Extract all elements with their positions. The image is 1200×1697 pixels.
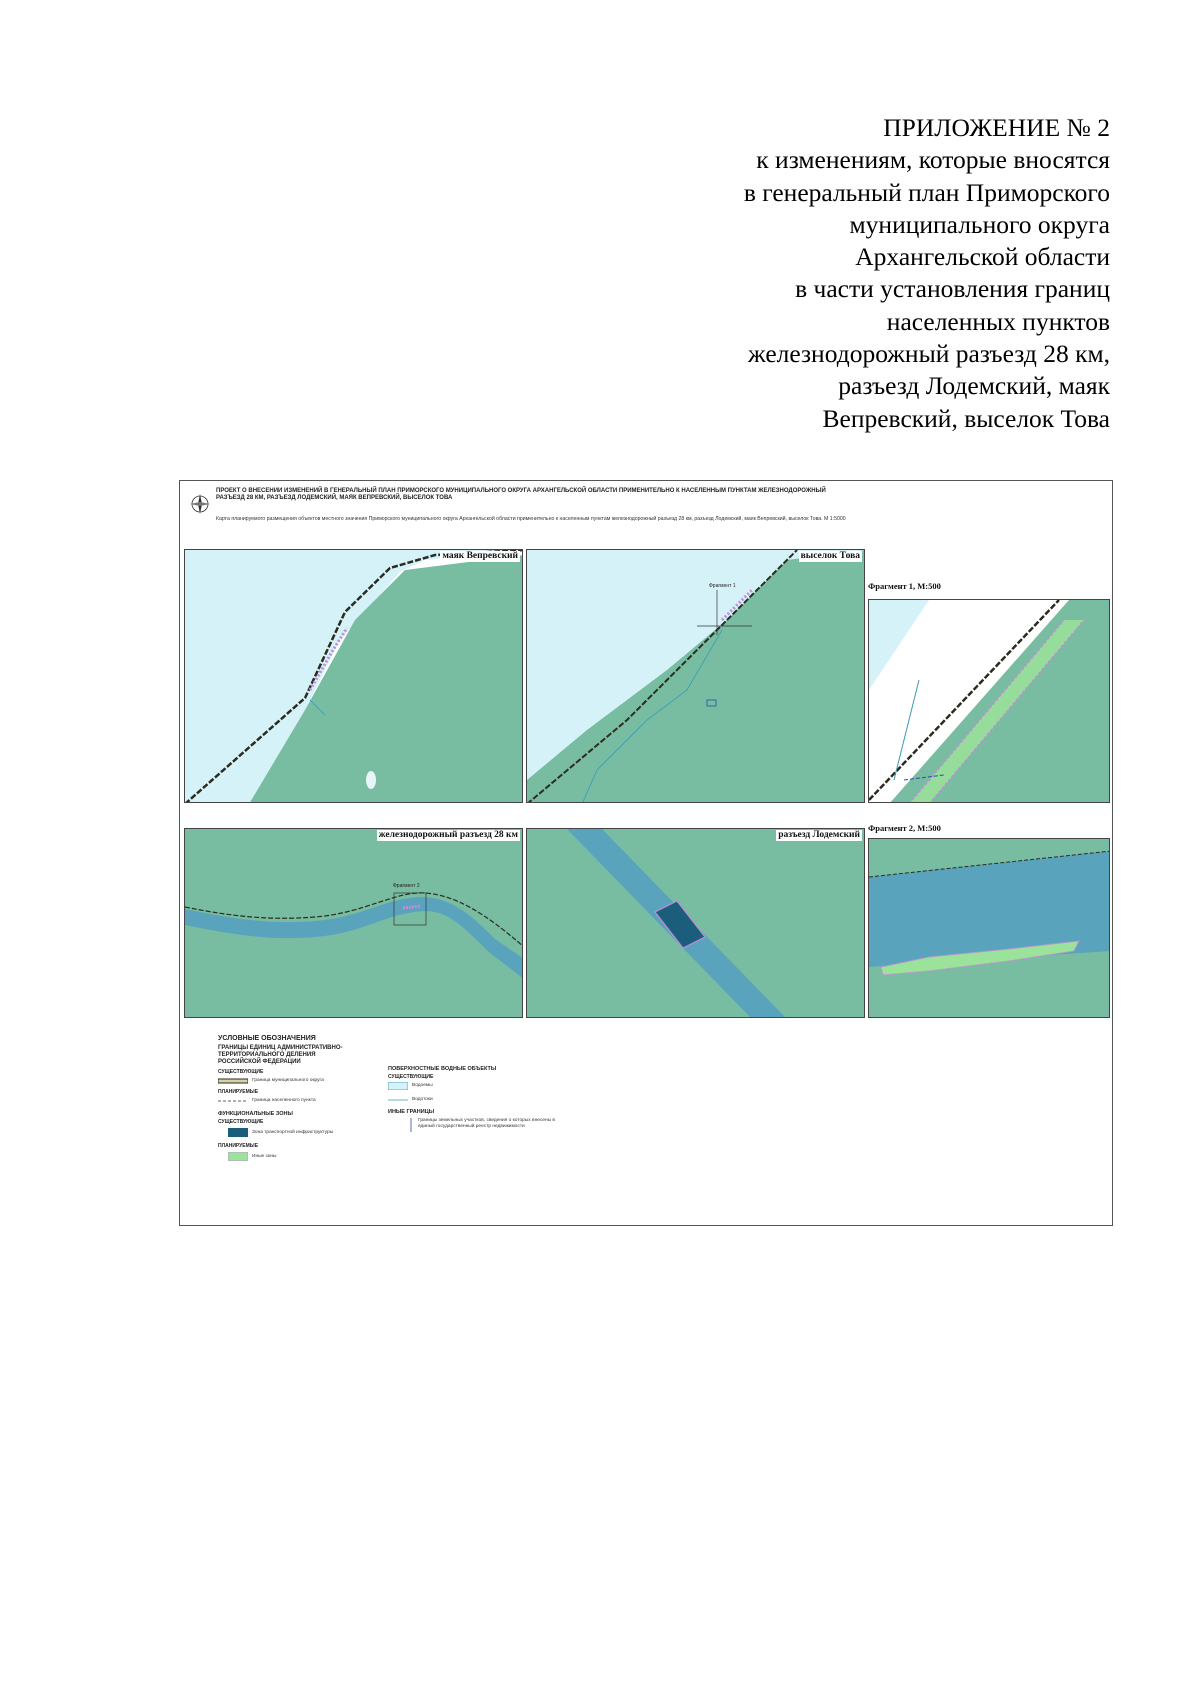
settlement-boundary-swatch xyxy=(218,1098,248,1104)
legend-water-body: Водоемы xyxy=(412,1083,433,1088)
fragment-1-wrapper xyxy=(868,581,1110,803)
sheet-title: ПРОЕКТ О ВНЕСЕНИИ ИЗМЕНЕНИЙ В ГЕНЕРАЛЬНЫЙ ПЛАН ПРИМОРСКОГО МУНИЦИПАЛЬНОГО ОКРУГА АРХАНГЕЛЬСКОЙ ОБЛАСТИ ПРИМЕНИТЕЛЬНО К НАСЕЛЕННЫМ ПУНКТАМ ЖЕЛЕЗНОДОРОЖНЫЙ РАЗЪЕЗД 28 КМ, РАЗЪЕЗД ЛОДЕМСКИЙ, МАЯК ВЕПРЕВСКИЙ, ВЫСЕЛОК ТОВА xyxy=(216,488,826,502)
legend-watercourse: Водотоки xyxy=(412,1097,433,1102)
legend-existing: СУЩЕСТВУЮЩИЕ xyxy=(218,1069,264,1075)
legend-func-zones: ФУНКЦИОНАЛЬНЫЕ ЗОНЫ xyxy=(218,1111,293,1117)
transport-zone-swatch xyxy=(228,1128,248,1137)
appendix-line: муниципального округа xyxy=(849,209,1110,239)
sheet-header xyxy=(180,481,1114,551)
legend-other-bounds: ИНЫЕ ГРАНИЦЫ xyxy=(388,1109,435,1115)
legend-water-title: ПОВЕРХНОСТНЫЕ ВОДНЫЕ ОБЪЕКТЫ xyxy=(388,1066,497,1072)
appendix-line: ПРИЛОЖЕНИЕ № 2 xyxy=(883,113,1110,142)
panel-label: маяк Вепревский xyxy=(442,551,518,561)
other-zones-swatch xyxy=(228,1152,248,1161)
legend-other-zones: Иные зоны xyxy=(252,1154,277,1159)
appendix-line: разъезд Лодемский, маяк xyxy=(838,371,1110,401)
okrug-boundary-swatch xyxy=(218,1078,248,1084)
legend-admin-title: ГРАНИЦЫ ЕДИНИЦ АДМИНИСТРАТИВНО-ТЕРРИТОРИАЛЬНОГО ДЕЛЕНИЯ РОССИЙСКОЙ ФЕДЕРАЦИИ xyxy=(218,1045,343,1065)
map-lodem-drawing xyxy=(527,829,865,1018)
legend-land-plots: Границы земельных участков, сведения о которых внесены в единый государственный реестр недвижимости xyxy=(418,1118,555,1129)
fragment-tag: Фрагмент 2 xyxy=(393,883,420,889)
map-frag2-drawing xyxy=(869,839,1110,1018)
fragment-label: Фрагмент 2, М:500 xyxy=(868,823,941,833)
legend-planned-f: ПЛАНИРУЕМЫЕ xyxy=(218,1143,259,1149)
map-frag1-drawing xyxy=(869,600,1110,803)
panel-label: железнодорожный разъезд 28 км xyxy=(378,830,518,840)
appendix-line: Вепревский, выселок Това xyxy=(822,403,1110,433)
appendix-line: населенных пунктов xyxy=(886,306,1110,336)
compass-icon xyxy=(189,493,211,515)
map-rzd28-drawing xyxy=(185,829,523,1018)
fragment-2-wrapper xyxy=(868,823,1110,1018)
map-panel-rzd28 xyxy=(184,828,523,1018)
map-panel-lodem xyxy=(526,828,865,1018)
land-plots-swatch xyxy=(408,1118,414,1132)
legend-okrug-boundary: Граница муниципального округа xyxy=(252,1078,324,1083)
legend xyxy=(218,1035,738,1185)
panel-label: выселок Това xyxy=(800,551,860,561)
panel-label: разъезд Лодемский xyxy=(778,830,860,840)
legend-existing-f: СУЩЕСТВУЮЩИЕ xyxy=(218,1119,264,1125)
legend-planned: ПЛАНИРУЕМЫЕ xyxy=(218,1089,259,1095)
appendix-line: в части установления границ xyxy=(795,274,1110,304)
appendix-heading xyxy=(590,112,1110,435)
fragment-tag: Фрагмент 1 xyxy=(709,583,736,589)
appendix-line: Архангельской области xyxy=(855,242,1110,272)
appendix-line: железнодорожный разъезд 28 км, xyxy=(748,339,1110,369)
fragment-label: Фрагмент 1, М:500 xyxy=(868,581,941,591)
map-tova-drawing xyxy=(527,550,865,803)
map-vepr-drawing xyxy=(185,550,523,803)
appendix-line: к изменениям, которые вносятся xyxy=(756,145,1110,175)
map-panel-tova xyxy=(526,549,865,803)
map-panel-vepr xyxy=(184,549,523,803)
legend-settlement-boundary: Граница населенного пункта xyxy=(252,1098,316,1103)
legend-water-existing: СУЩЕСТВУЮЩИЕ xyxy=(388,1074,434,1080)
appendix-line: в генеральный план Приморского xyxy=(743,177,1110,207)
legend-title: УСЛОВНЫЕ ОБОЗНАЧЕНИЯ xyxy=(218,1035,316,1042)
map-panel-fragment-2 xyxy=(868,838,1110,1018)
legend-transport-zone: Зона транспортной инфраструктуры xyxy=(252,1130,334,1135)
map-panel-fragment-1 xyxy=(868,599,1110,803)
watercourse-swatch xyxy=(388,1097,408,1103)
sheet-subtitle: Карта планируемого размещения объектов местного значения Приморского муниципального округа Архангельской области применительно к населенным пунктам железнодорожный разъезд 28 км, разъезд Лодемский, маяк Вепревский, выселок Това. М 1:5000 xyxy=(216,516,846,522)
water-body-swatch xyxy=(388,1082,408,1090)
map-sheet xyxy=(179,480,1113,1226)
